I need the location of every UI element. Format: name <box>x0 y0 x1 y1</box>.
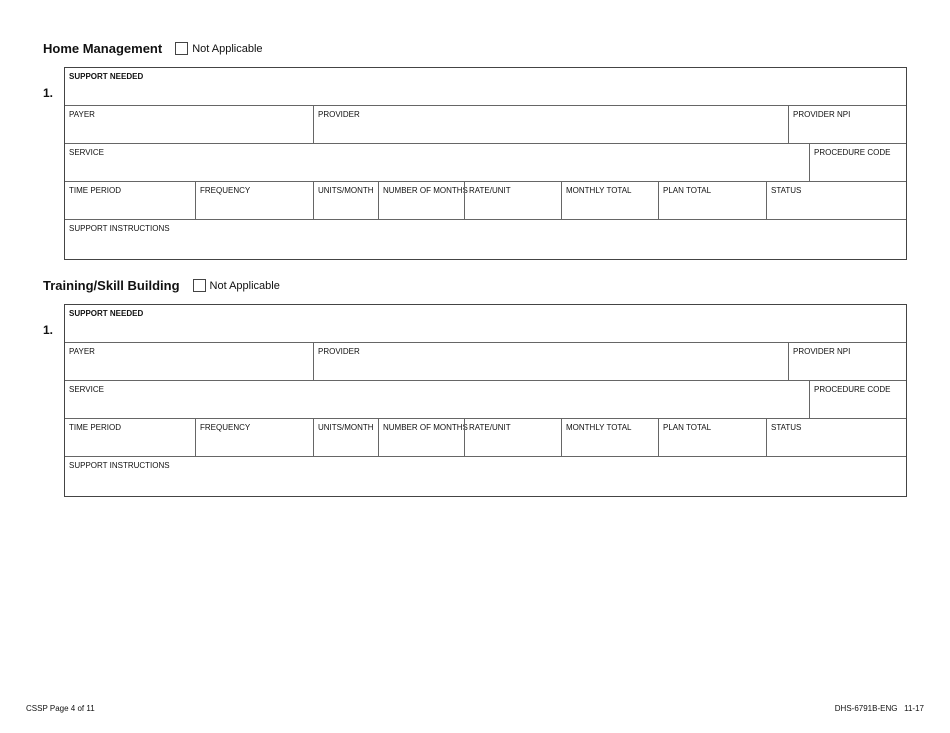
provider-field[interactable]: PROVIDER <box>313 343 788 380</box>
rate-unit-field[interactable]: RATE/UNIT <box>464 182 561 219</box>
frequency-field[interactable]: FREQUENCY <box>195 182 313 219</box>
support-instructions-field[interactable]: SUPPORT INSTRUCTIONS <box>69 461 170 470</box>
status-field[interactable]: STATUS <box>766 419 906 456</box>
time-period-field[interactable]: TIME PERIOD <box>69 423 122 432</box>
service-row <box>65 381 906 419</box>
home-management-header <box>43 41 263 56</box>
procedure-code-field[interactable]: PROCEDURE CODE <box>809 381 906 418</box>
plan-total-field[interactable]: PLAN TOTAL <box>658 419 766 456</box>
time-period-field[interactable]: TIME PERIOD <box>69 186 122 195</box>
training-skill-building-header <box>43 278 280 293</box>
not-applicable-label: Not Applicable <box>209 279 280 292</box>
support-needed-field[interactable]: SUPPORT NEEDED <box>69 72 144 81</box>
payer-row <box>65 106 906 144</box>
payer-row <box>65 343 906 381</box>
service-field[interactable]: SERVICE <box>69 385 104 394</box>
support-instructions-row <box>65 457 906 495</box>
details-row <box>65 182 906 220</box>
section-title: Training/Skill Building <box>43 278 180 293</box>
not-applicable-checkbox[interactable] <box>193 279 206 292</box>
provider-npi-field[interactable]: PROVIDER NPI <box>788 106 906 143</box>
procedure-code-field[interactable]: PROCEDURE CODE <box>809 144 906 181</box>
footer-right: DHS-6791B-ENG 11-17 <box>834 704 924 713</box>
rate-unit-field[interactable]: RATE/UNIT <box>464 419 561 456</box>
provider-field[interactable]: PROVIDER <box>313 106 788 143</box>
provider-npi-field[interactable]: PROVIDER NPI <box>788 343 906 380</box>
support-needed-row <box>65 305 906 343</box>
support-needed-row <box>65 68 906 106</box>
service-row <box>65 144 906 182</box>
service-field[interactable]: SERVICE <box>69 148 104 157</box>
payer-field[interactable]: PAYER <box>69 347 95 356</box>
details-row <box>65 419 906 457</box>
units-month-field[interactable]: UNITS/MONTH <box>313 182 378 219</box>
home-management-form <box>64 67 907 260</box>
support-needed-field[interactable]: SUPPORT NEEDED <box>69 309 144 318</box>
number-of-months-field[interactable]: NUMBER OF MONTHS <box>378 419 464 456</box>
not-applicable-label: Not Applicable <box>192 42 263 55</box>
number-of-months-field[interactable]: NUMBER OF MONTHS <box>378 182 464 219</box>
monthly-total-field[interactable]: MONTHLY TOTAL <box>561 419 658 456</box>
support-instructions-row <box>65 220 906 258</box>
training-skill-building-form <box>64 304 907 497</box>
plan-total-field[interactable]: PLAN TOTAL <box>658 182 766 219</box>
not-applicable-checkbox[interactable] <box>175 42 188 55</box>
section-title: Home Management <box>43 41 163 56</box>
item-number: 1. <box>43 323 54 337</box>
units-month-field[interactable]: UNITS/MONTH <box>313 419 378 456</box>
support-instructions-field[interactable]: SUPPORT INSTRUCTIONS <box>69 224 170 233</box>
status-field[interactable]: STATUS <box>766 182 906 219</box>
footer-left: CSSP Page 4 of 11 <box>26 704 95 713</box>
frequency-field[interactable]: FREQUENCY <box>195 419 313 456</box>
monthly-total-field[interactable]: MONTHLY TOTAL <box>561 182 658 219</box>
item-number: 1. <box>43 86 54 100</box>
payer-field[interactable]: PAYER <box>69 110 95 119</box>
